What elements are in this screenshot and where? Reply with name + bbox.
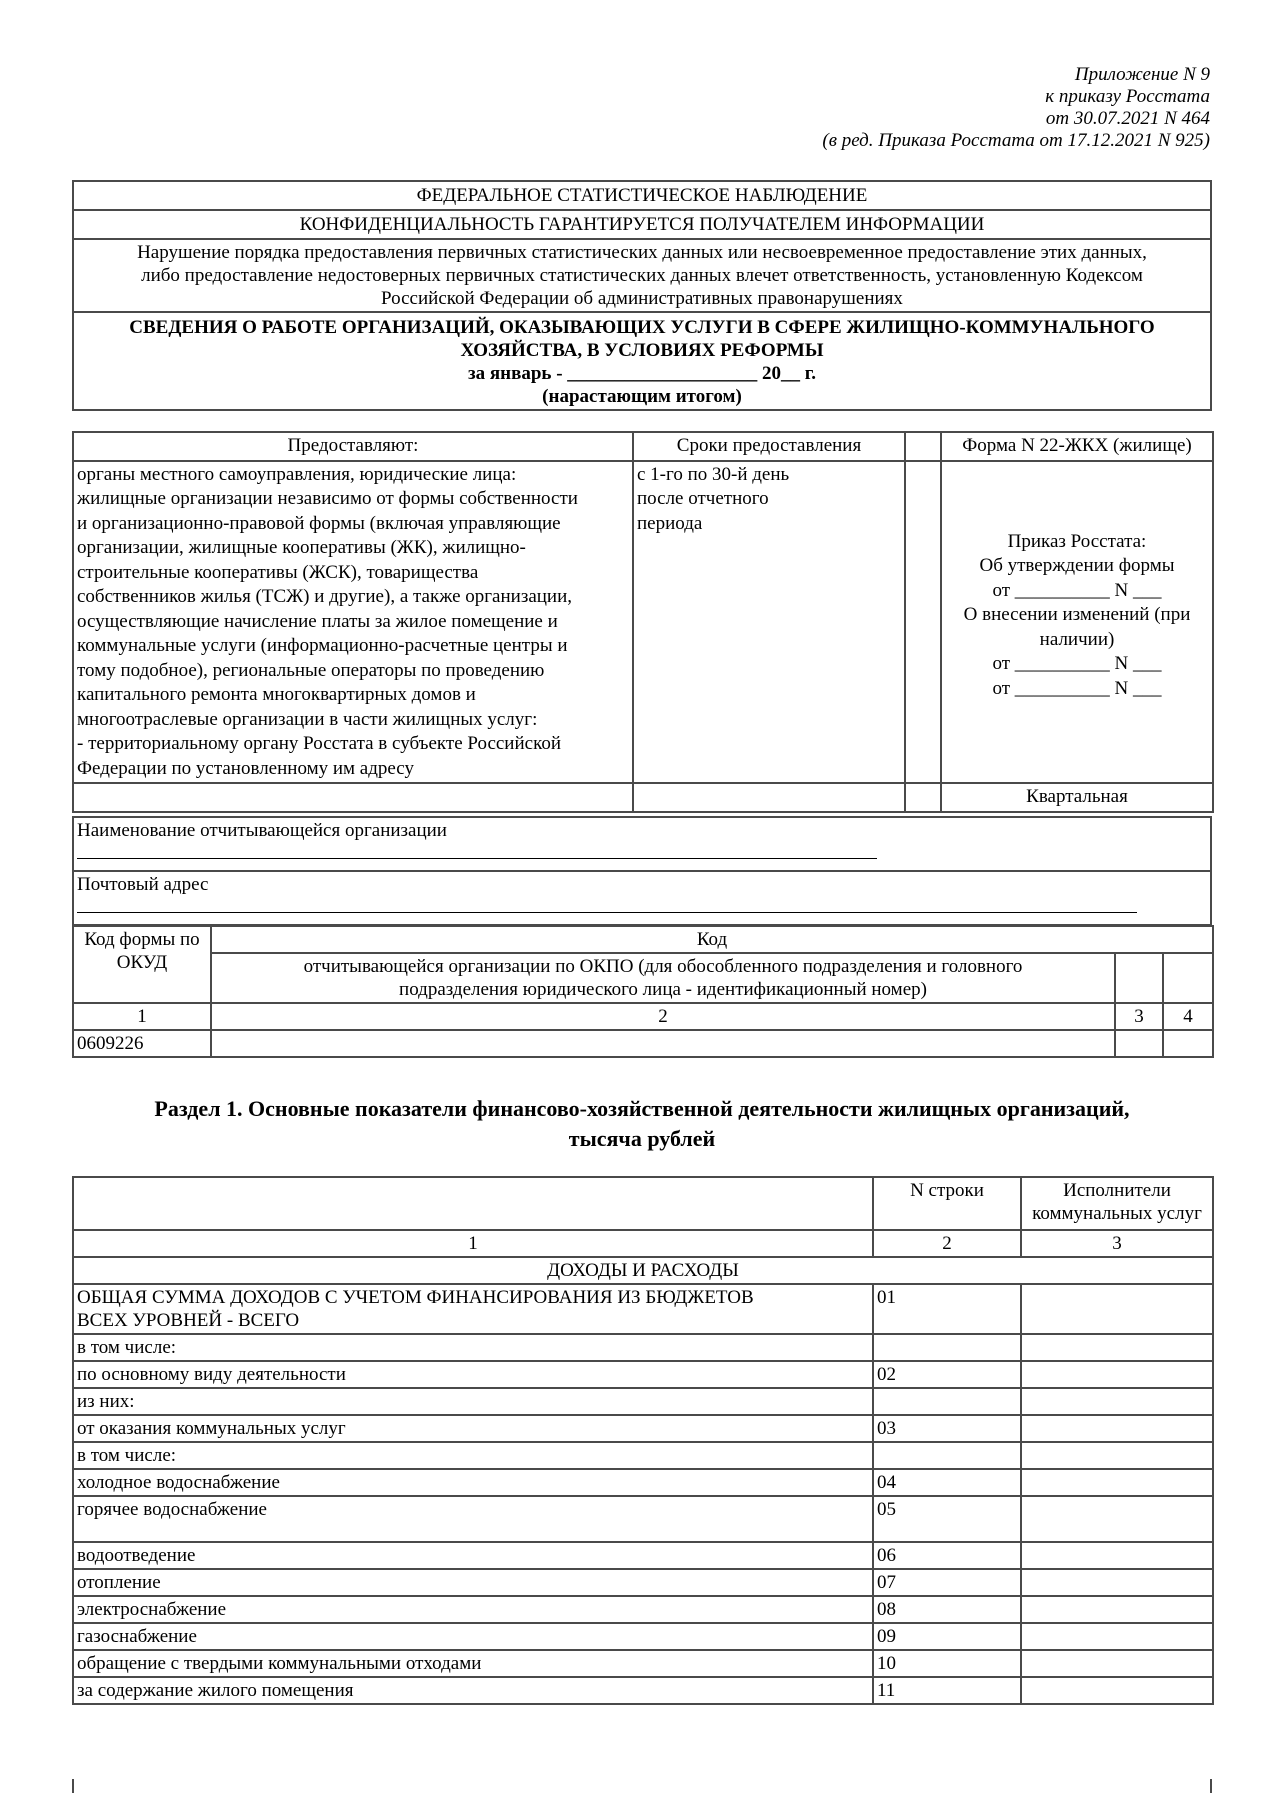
indicator-label: горячее водоснабжение: [73, 1496, 873, 1542]
spacer-cell: [905, 432, 941, 461]
approval-order-cell: [941, 461, 1213, 784]
respondents-line: организации, жилищные кооперативы (ЖК), жилищно-: [77, 537, 526, 558]
value-input[interactable]: [1021, 1388, 1213, 1415]
col-deadline-header: Сроки предоставления: [633, 432, 905, 461]
indicator-label: газоснабжение: [73, 1623, 873, 1650]
deadline-line: с 1-го по 30-й день: [637, 463, 790, 485]
value-input[interactable]: [1021, 1334, 1213, 1361]
code-col-3-input[interactable]: [1115, 1030, 1163, 1057]
respondents-line: жилищные организации независимо от формы собственности: [77, 488, 578, 509]
income-expense-group-header: ДОХОДЫ И РАСХОДЫ: [73, 1257, 1213, 1284]
indicator-label: водоотведение: [73, 1542, 873, 1569]
periodicity-cell: Квартальная: [941, 783, 1213, 812]
okud-label-line: ОКУД: [116, 952, 168, 973]
indicator-label: из них:: [73, 1388, 873, 1415]
indicator-label: [73, 1284, 873, 1334]
value-input[interactable]: [1021, 1677, 1213, 1704]
okpo-label-line: отчитывающейся организации по ОКПО (для обособленного подразделения и головного: [303, 956, 1023, 977]
executors-header-line: коммунальных услуг: [1032, 1203, 1202, 1224]
empty-cell: [633, 783, 905, 812]
respondents-line: и организационно-правовой формы (включая управляющие: [77, 512, 561, 534]
indicator-header-cell: [73, 1177, 873, 1230]
okud-label-line: Код формы по: [84, 929, 200, 950]
value-input[interactable]: [1021, 1415, 1213, 1442]
indicator-label: электроснабжение: [73, 1596, 873, 1623]
line-code: 06: [873, 1542, 1021, 1569]
value-input[interactable]: [1021, 1596, 1213, 1623]
value-input[interactable]: [1021, 1623, 1213, 1650]
org-name-underline: [77, 848, 877, 859]
line-code: 10: [873, 1650, 1021, 1677]
indicator-label: отопление: [73, 1569, 873, 1596]
okpo-label-cell: [211, 953, 1115, 1003]
title-line: ХОЗЯЙСТВА, В УСЛОВИЯХ РЕФОРМЫ: [460, 340, 824, 361]
federal-banner: ФЕДЕРАЛЬНОЕ СТАТИСТИЧЕСКОЕ НАБЛЮДЕНИЕ: [73, 181, 1211, 210]
code-col-3-header: [1115, 953, 1163, 1003]
line-code: 03: [873, 1415, 1021, 1442]
respondents-line: коммунальные услуги (информационно-расчетные центры и: [77, 635, 568, 656]
deadline-cell: [633, 461, 905, 784]
indicator-label: по основному виду деятельности: [73, 1361, 873, 1388]
value-input[interactable]: [1021, 1542, 1213, 1569]
table-continuation: [72, 1779, 1212, 1793]
column-number: 3: [1115, 1003, 1163, 1030]
indicator-label: холодное водоснабжение: [73, 1469, 873, 1496]
header-table: [72, 180, 1212, 411]
okud-label-cell: [73, 926, 211, 1003]
postal-address-underline: [77, 902, 1137, 913]
col-provide-header: Предоставляют:: [73, 432, 633, 461]
respondents-table: [72, 431, 1214, 813]
line-code: 05: [873, 1496, 1021, 1542]
indicator-label: от оказания коммунальных услуг: [73, 1415, 873, 1442]
deadline-line: периода: [637, 512, 703, 534]
annex-line: к приказу Росстата: [1045, 86, 1210, 107]
liability-warning: [73, 239, 1211, 312]
line-code: 04: [873, 1469, 1021, 1496]
order-line: от __________ N ___: [992, 579, 1162, 601]
respondents-line: строительные кооперативы (ЖСК), товарищества: [77, 561, 479, 583]
respondents-cell: [73, 461, 633, 784]
org-name-label: Наименование отчитывающейся организации: [77, 820, 447, 841]
line-code: [873, 1388, 1021, 1415]
okpo-label-line: подразделения юридического лица - идентификационный номер): [399, 979, 927, 1000]
column-number: 2: [211, 1003, 1115, 1030]
warning-line: Российской Федерации об административных правонарушениях: [381, 288, 903, 309]
title-line: СВЕДЕНИЯ О РАБОТЕ ОРГАНИЗАЦИЙ, ОКАЗЫВАЮЩИХ УСЛУГИ В СФЕРЕ ЖИЛИЩНО-КОММУНАЛЬНОГО: [129, 317, 1155, 338]
deadline-line: после отчетного: [637, 488, 769, 509]
line-code: 09: [873, 1623, 1021, 1650]
value-input[interactable]: [1021, 1650, 1213, 1677]
order-line: от __________ N ___: [992, 653, 1162, 674]
section-1-title: [72, 1094, 1212, 1154]
indicator-label: обращение с твердыми коммунальными отходами: [73, 1650, 873, 1677]
warning-line: либо предоставление недостоверных первичных статистических данных влечет ответственность, установленную Кодексом: [141, 265, 1143, 286]
code-col-4-header: [1163, 953, 1213, 1003]
spacer-cell: [905, 461, 941, 784]
annex-line: Приложение N 9: [1074, 64, 1210, 85]
value-input[interactable]: [1021, 1284, 1213, 1334]
value-input[interactable]: [1021, 1496, 1213, 1542]
column-number: 3: [1021, 1230, 1213, 1257]
warning-line: Нарушение порядка предоставления первичных статистических данных или несвоевременное предоставление этих данных,: [137, 242, 1147, 263]
respondents-line: осуществляющие начисление платы за жилое помещение и: [77, 610, 558, 632]
cumulative-note: (нарастающим итогом): [542, 386, 742, 407]
confidential-banner: КОНФИДЕНЦИАЛЬНОСТЬ ГАРАНТИРУЕТСЯ ПОЛУЧАТЕЛЕМ ИНФОРМАЦИИ: [73, 210, 1211, 239]
executors-header-line: Исполнители: [1063, 1180, 1171, 1201]
section-title-line: Раздел 1. Основные показатели финансово-хозяйственной деятельности жилищных организаций,: [154, 1096, 1130, 1121]
col-form-header: Форма N 22-ЖКХ (жилище): [941, 432, 1213, 461]
line-code: [873, 1442, 1021, 1469]
column-number: 1: [73, 1230, 873, 1257]
okud-code-value: 0609226: [73, 1030, 211, 1057]
indicator-label: в том числе:: [73, 1334, 873, 1361]
codes-table: [72, 925, 1214, 1058]
indicator-label: в том числе:: [73, 1442, 873, 1469]
annex-note: [822, 64, 1210, 152]
respondents-line: органы местного самоуправления, юридические лица:: [77, 463, 517, 485]
value-input[interactable]: [1021, 1469, 1213, 1496]
column-number: 4: [1163, 1003, 1213, 1030]
annex-line: (в ред. Приказа Росстата от 17.12.2021 N 925): [822, 130, 1210, 151]
executors-header: [1021, 1177, 1213, 1230]
okpo-code-input[interactable]: [211, 1030, 1115, 1057]
organization-info-table: [72, 816, 1212, 926]
postal-address-field[interactable]: [73, 871, 1211, 925]
code-header-cell: Код: [211, 926, 1213, 953]
line-code: 08: [873, 1596, 1021, 1623]
line-code: 01: [873, 1284, 1021, 1334]
org-name-field[interactable]: [73, 817, 1211, 871]
line-code: 07: [873, 1569, 1021, 1596]
annex-line: от 30.07.2021 N 464: [1045, 108, 1210, 129]
column-number: 2: [873, 1230, 1021, 1257]
respondents-line: собственников жилья (ТСЖ) и другие), а также организации,: [77, 586, 573, 607]
line-code: 11: [873, 1677, 1021, 1704]
indicator-label-line: ОБЩАЯ СУММА ДОХОДОВ С УЧЕТОМ ФИНАНСИРОВАНИЯ ИЗ БЮДЖЕТОВ: [77, 1287, 754, 1308]
order-line: О внесении изменений (при: [963, 604, 1191, 625]
indicator-label-line: ВСЕХ УРОВНЕЙ - ВСЕГО: [77, 1310, 300, 1331]
spacer-cell: [905, 783, 941, 812]
period-line: за январь - ____________________ 20__ г.: [467, 363, 817, 384]
value-input[interactable]: [1021, 1569, 1213, 1596]
order-line: от __________ N ___: [992, 677, 1162, 699]
respondents-line: многоотраслевые организации в части жилищных услуг:: [77, 708, 538, 730]
line-code: 02: [873, 1361, 1021, 1388]
respondents-line: Федерации по установленному им адресу: [77, 757, 414, 779]
order-line: наличии): [1039, 628, 1115, 650]
respondents-line: тому подобное), региональные операторы по проведению: [77, 659, 545, 681]
code-col-4-input[interactable]: [1163, 1030, 1213, 1057]
indicator-label: за содержание жилого помещения: [73, 1677, 873, 1704]
empty-cell: [73, 783, 633, 812]
section-1-table: [72, 1176, 1214, 1705]
column-number: 1: [73, 1003, 211, 1030]
value-input[interactable]: [1021, 1361, 1213, 1388]
form-title: [73, 312, 1211, 410]
line-code: [873, 1334, 1021, 1361]
respondents-line: - территориальному органу Росстата в субъекте Российской: [77, 733, 562, 754]
section-title-line: тысяча рублей: [568, 1126, 716, 1151]
postal-address-label: Почтовый адрес: [77, 874, 209, 895]
order-line: Об утверждении формы: [979, 555, 1175, 576]
value-input[interactable]: [1021, 1442, 1213, 1469]
order-line: Приказ Росстата:: [1007, 530, 1147, 552]
respondents-line: капитального ремонта многоквартирных домов и: [77, 684, 476, 705]
line-number-header: N строки: [873, 1177, 1021, 1230]
